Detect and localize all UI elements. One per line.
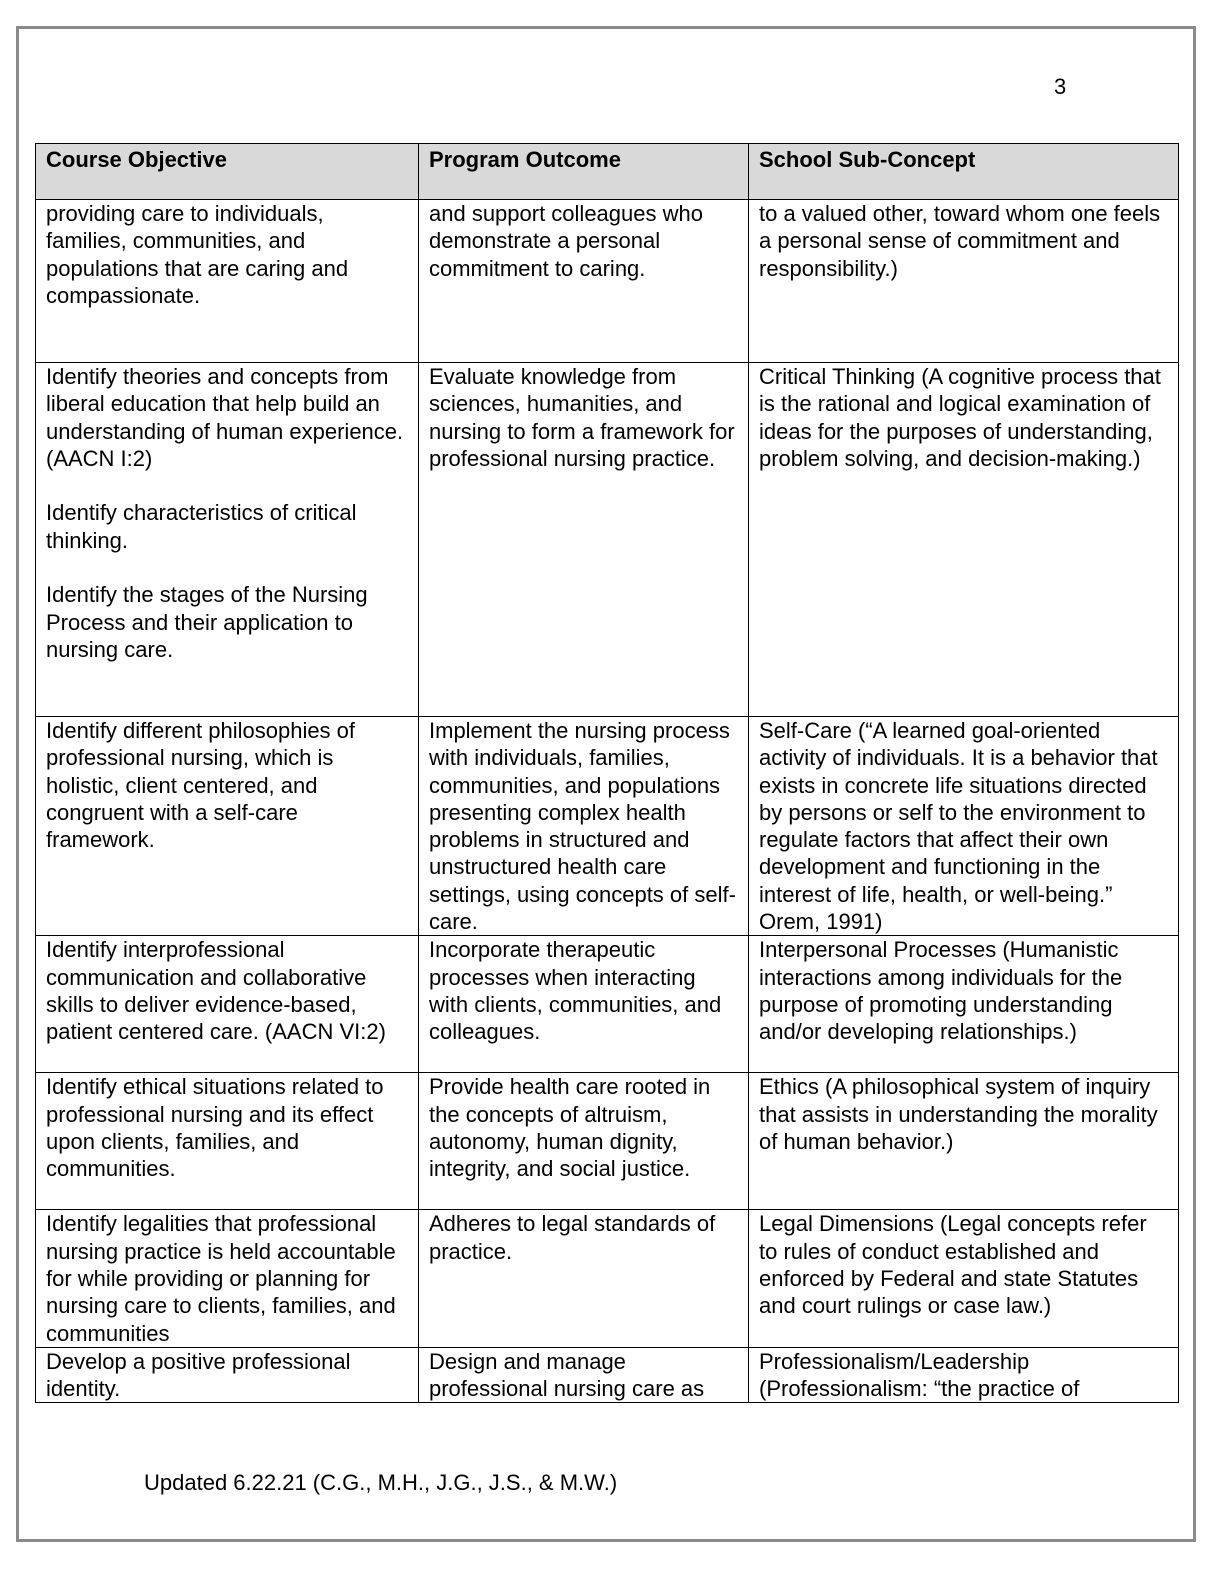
table-row [36,717,1179,936]
school-sub-concept-cell: Critical Thinking (A cognitive process that is the rational and logical examination of ideas for the purposes of understanding, problem solving, and decision-making.) [749,363,1179,717]
course-objective-cell: Identify different philosophies of professional nursing, which is holistic, client centered, and congruent with a self-care framework. [36,717,419,936]
header-program-outcome: Program Outcome [419,144,749,200]
table-row [36,1347,1179,1403]
program-outcome-cell: Implement the nursing process with individuals, families, communities, and populations presenting complex health problems in structured and unstructured health care settings, using concepts of self-care. [419,717,749,936]
page-number: 3 [1054,74,1067,99]
table-header-row [36,144,1179,200]
course-objective-cell: Identify legalities that professional nursing practice is held accountable for while providing or planning for nursing care to clients, families, and communities [36,1210,419,1347]
program-outcome-cell: and support colleagues who demonstrate a personal commitment to caring. [419,200,749,363]
course-objective-cell: Identify theories and concepts from liberal education that help build an understanding of human experience. (AACN I:2) Identify characteristics of critical thinking. Identify the stages of the Nursing Process and their application to nursing care. [36,363,419,717]
school-sub-concept-cell: Legal Dimensions (Legal concepts refer to rules of conduct established and enforced by Federal and state Statutes and court rulings or case law.) [749,1210,1179,1347]
program-outcome-cell: Adheres to legal standards of practice. [419,1210,749,1347]
header-school-sub-concept: School Sub-Concept [749,144,1179,200]
program-outcome-cell: Design and manage professional nursing care as [419,1347,749,1403]
course-objective-cell: Identify interprofessional communication and collaborative skills to deliver evidence-based, patient centered care. (AACN VI:2) [36,936,419,1073]
school-sub-concept-cell: to a valued other, toward whom one feels a personal sense of commitment and responsibility.) [749,200,1179,363]
program-outcome-cell: Provide health care rooted in the concepts of altruism, autonomy, human dignity, integrity, and social justice. [419,1073,749,1210]
program-outcome-cell: Incorporate therapeutic processes when interacting with clients, communities, and colleagues. [419,936,749,1073]
school-sub-concept-cell: Ethics (A philosophical system of inquiry that assists in understanding the morality of human behavior.) [749,1073,1179,1210]
course-objective-cell: providing care to individuals, families, communities, and populations that are caring and compassionate. [36,200,419,363]
course-objective-cell: Develop a positive professional identity. [36,1347,419,1403]
school-sub-concept-cell: Professionalism/Leadership (Professionalism: “the practice of [749,1347,1179,1403]
header-course-objective: Course Objective [36,144,419,200]
course-objective-cell: Identify ethical situations related to professional nursing and its effect upon clients, families, and communities. [36,1073,419,1210]
school-sub-concept-cell: Interpersonal Processes (Humanistic interactions among individuals for the purpose of promoting understanding and/or developing relationships.) [749,936,1179,1073]
table-row [36,200,1179,363]
school-sub-concept-cell: Self-Care (“A learned goal-oriented activity of individuals. It is a behavior that exists in concrete life situations directed by persons or self to the environment to regulate factors that affect their own development and functioning in the interest of life, health, or well-being.” Orem, 1991) [749,717,1179,936]
table-row [36,1210,1179,1347]
table-row [36,936,1179,1073]
table-row [36,1073,1179,1210]
program-outcome-cell: Evaluate knowledge from sciences, humanities, and nursing to form a framework for professional nursing practice. [419,363,749,717]
objectives-table [35,143,1179,1403]
footer-update-note: Updated 6.22.21 (C.G., M.H., J.G., J.S., & M.W.) [144,1470,618,1495]
table-row [36,363,1179,717]
